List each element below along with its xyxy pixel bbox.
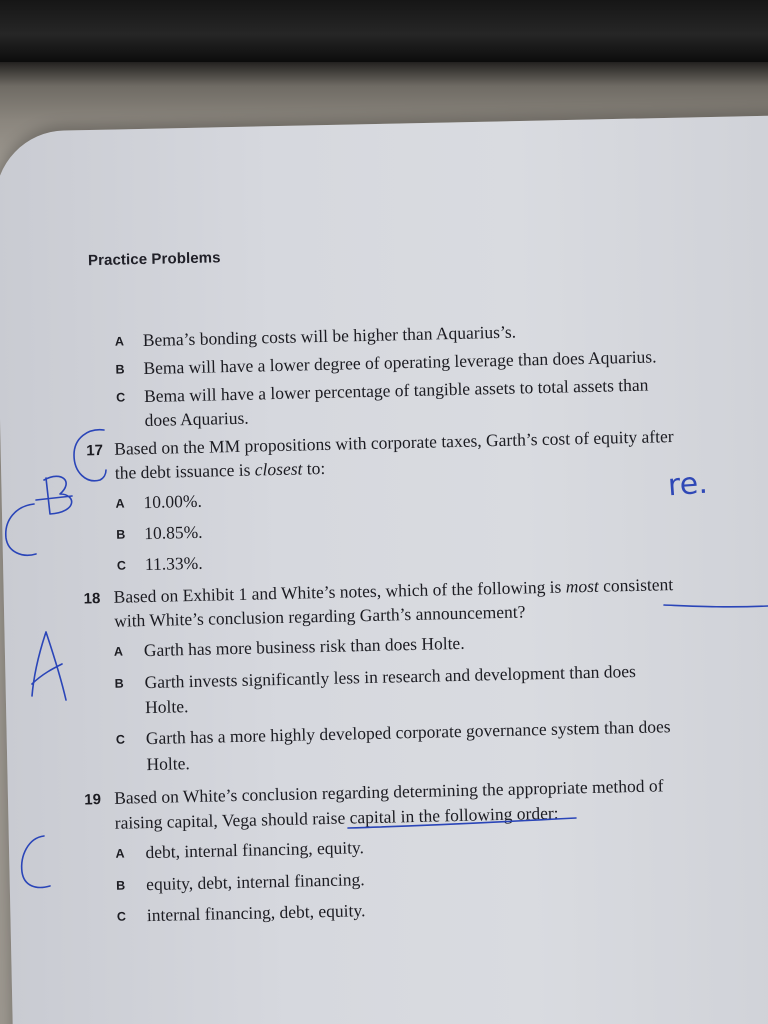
- q17-stem-line1: Based on the MM propositions with corporate taxes, Garth’s cost of equity after: [114, 426, 674, 459]
- q18-stem-line2: with White’s conclusion regarding Garth’s announcement?: [113, 601, 526, 631]
- q17-option-a-letter: A: [115, 496, 125, 511]
- q18-option-c-text-line2: Holte.: [146, 753, 190, 775]
- section-title: Practice Problems: [87, 249, 221, 270]
- q18-option-a-letter: A: [113, 644, 124, 659]
- q16-option-b-text: Bema will have a lower degree of operating leverage than does Aquarius.: [143, 346, 657, 379]
- q16-option-c-letter: C: [115, 390, 126, 405]
- q17-option-c-letter: C: [116, 558, 127, 573]
- q19-option-a-letter: A: [115, 846, 125, 861]
- q16-option-a-text: Bema’s bonding costs will be higher than Aquarius’s.: [142, 321, 517, 351]
- q16-option-a-letter: A: [114, 334, 125, 349]
- q19-option-c-text: internal financing, debt, equity.: [146, 900, 366, 926]
- q17-option-b-text: 10.85%.: [143, 521, 203, 544]
- q18-option-a-text: Garth has more business risk than does Holte.: [143, 632, 465, 661]
- q17-option-b-letter: B: [116, 527, 126, 542]
- q19-option-c-letter: C: [116, 909, 127, 924]
- q17-option-a-text: 10.00%.: [143, 490, 203, 513]
- q18-option-b-letter: B: [114, 676, 124, 691]
- q16-option-b-letter: B: [115, 362, 125, 377]
- q18-option-c-text-line1: Garth has a more highly developed corporate governance system than does: [145, 716, 671, 749]
- q18-option-b-text-line2: Holte.: [144, 696, 189, 718]
- q17-option-c-text: 11.33%.: [144, 552, 203, 575]
- q17-handwritten-note: re.: [666, 465, 709, 504]
- q18-number: 18: [83, 590, 101, 608]
- q19-stem-line1: Based on White’s conclusion regarding determining the appropriate method of: [113, 775, 664, 808]
- q18-option-b-text-line1: Garth invests significantly less in research and development than does: [144, 660, 637, 693]
- q17-number: 17: [86, 441, 104, 460]
- q16-option-c-text-line2: does Aquarius.: [144, 407, 249, 431]
- q19-stem-line2: raising capital, Vega should raise capital in the following order:: [114, 802, 559, 833]
- q19-option-b-letter: B: [116, 878, 126, 893]
- q17-stem-line2: the debt issuance is closest to:: [114, 457, 326, 483]
- q19-number: 19: [84, 791, 102, 809]
- q16-option-c-text-line1: Bema will have a lower percentage of tangible assets to total assets than: [143, 374, 649, 407]
- q18-stem-line1: Based on Exhibit 1 and White’s notes, which of the following is most consistent: [113, 574, 674, 607]
- q19-option-a-text: debt, internal financing, equity.: [145, 837, 365, 863]
- q18-option-c-letter: C: [115, 732, 126, 747]
- q19-option-b-text: equity, debt, internal financing.: [145, 869, 365, 895]
